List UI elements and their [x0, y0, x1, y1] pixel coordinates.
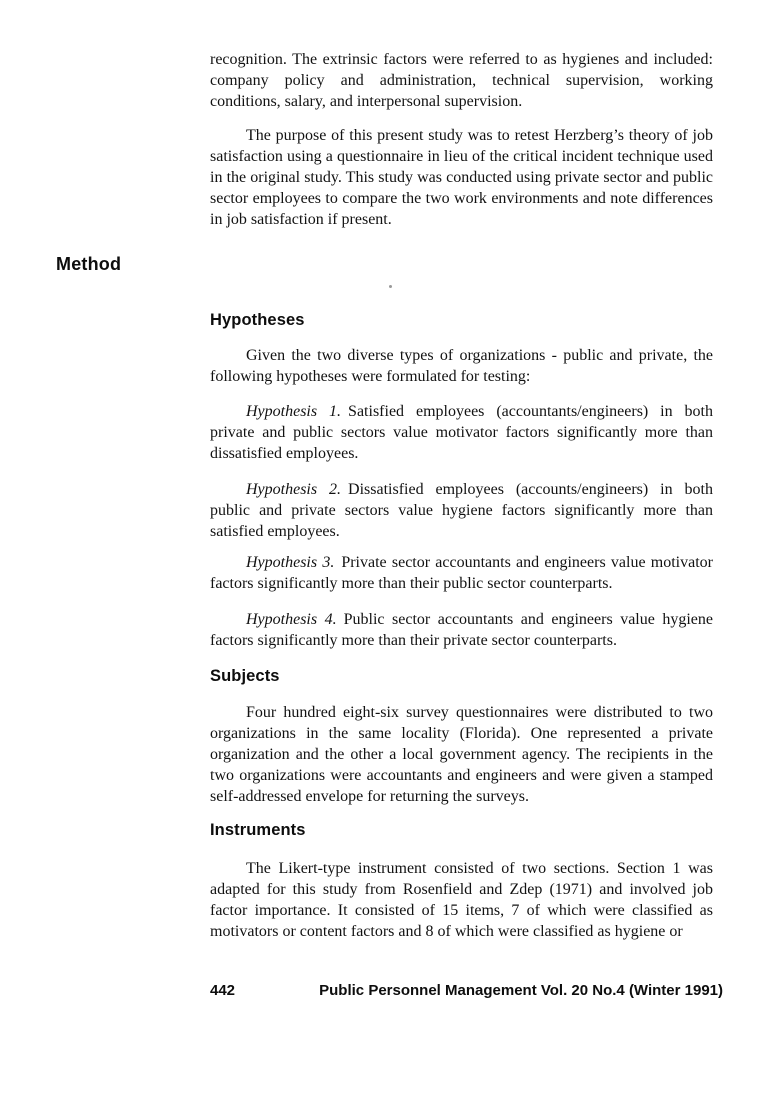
page-footer — [210, 982, 723, 999]
hypothesis-3-text: Private sector accountants and engineers value motivator factors significantly more than their public sector counterparts. — [210, 554, 713, 592]
page-number: 442 — [210, 982, 236, 999]
paragraph-hypotheses-intro: Given the two diverse types of organizations - public and private, the following hypotheses were formulated for testing: — [210, 347, 713, 385]
subsection-heading-instruments: Instruments — [210, 821, 306, 839]
hypothesis-1 — [210, 401, 713, 464]
hypothesis-4-text: Public sector accountants and engineers value hygiene factors significantly more than their private sector counterparts. — [210, 611, 713, 649]
journal-citation: Public Personnel Management Vol. 20 No.4 (Winter 1991) — [319, 982, 723, 999]
hypothesis-2-text: Dissatisfied employees (accounts/engineers) in both public and private sectors value hygiene factors significantly more than satisfied employees. — [210, 481, 713, 540]
paragraph-instruments: The Likert-type instrument consisted of two sections. Section 1 was adapted for this study from Rosenfield and Zdep (1971) and involved job factor importance. It consisted of 15 items, 7 of which were classified as motivators or content factors and 8 of which were classified as hygiene or — [210, 860, 713, 940]
subsection-heading-subjects: Subjects — [210, 667, 280, 685]
hypothesis-4-label: Hypothesis 4. — [246, 611, 337, 628]
hypothesis-1-text: Satisfied employees (accountants/engineers) in both private and public sectors value motivator factors significantly more than dissatisfied employees. — [210, 403, 714, 462]
subsection-heading-hypotheses: Hypotheses — [210, 311, 305, 329]
hypothesis-1-label: Hypothesis 1. — [246, 403, 342, 420]
paragraph-study-purpose: The purpose of this present study was to retest Herzberg’s theory of job satisfaction using a questionnaire in lieu of the critical incident technique used in the original study. This study was conducted using private sector and public sector employees to compare the two work environments and note differences in job satisfaction if present. — [210, 127, 713, 228]
scan-artifact-dot — [389, 285, 392, 288]
hypothesis-3 — [210, 552, 713, 594]
paragraph-recognition-continued: recognition. The extrinsic factors were referred to as hygienes and included: company policy and administration, technical supervision, working conditions, salary, and interpersonal supervision. — [210, 51, 713, 110]
hypothesis-3-label: Hypothesis 3. — [246, 554, 335, 571]
paragraph-subjects: Four hundred eight-six survey questionnaires were distributed to two organizations in the same locality (Florida). One represented a private organization and the other a local government agency. The recipients in the two organizations were accountants and engineers and were given a stamped self-addressed envelope for returning the surveys. — [210, 704, 713, 805]
section-heading-method: Method — [56, 254, 122, 274]
hypothesis-2 — [210, 479, 713, 542]
hypothesis-2-label: Hypothesis 2. — [246, 481, 342, 498]
hypothesis-4 — [210, 609, 713, 651]
